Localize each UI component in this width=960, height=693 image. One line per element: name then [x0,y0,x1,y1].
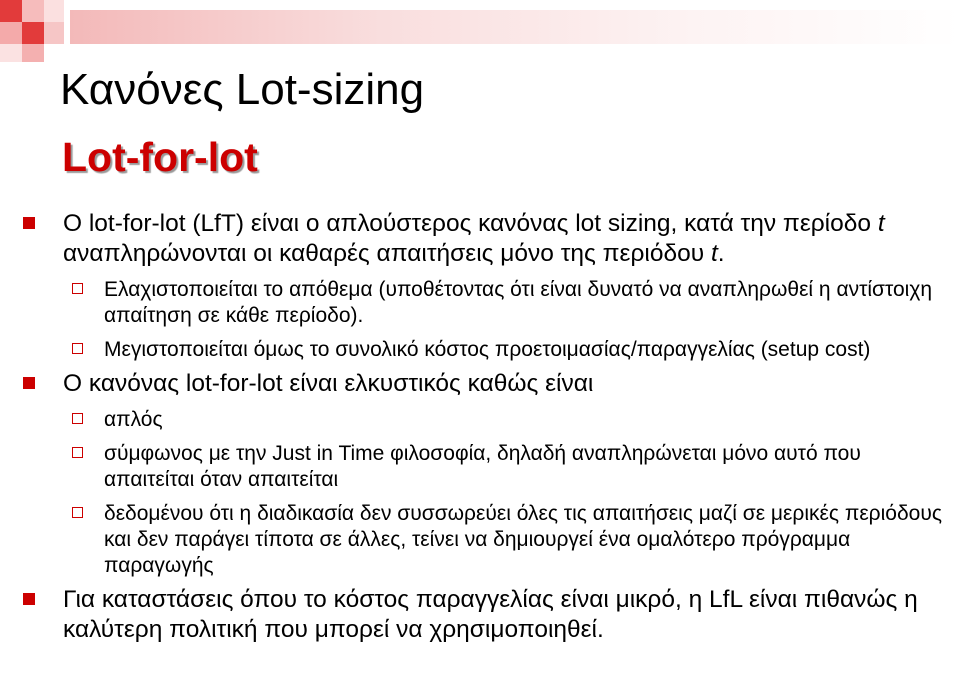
decor-square [44,0,64,22]
decor-square [0,44,22,62]
list-item [104,501,950,579]
slide-subtitle: Lot-for-lot [62,134,258,180]
bullet-text: Για καταστάσεις όπου το κόστος παραγγελίας είναι μικρό, η LfL είναι πιθανώς η καλύτερη πολιτική που μπορεί να χρησιμοποιηθεί. [63,586,918,643]
decor-square [22,0,44,22]
bullet-text: Μεγιστοποιείται όμως το συνολικό κόστος προετοιμασίας/παραγγελίας (setup cost) [104,338,871,361]
decor-square [44,22,64,44]
square-bullet-icon [23,217,35,229]
decor-square [0,22,22,44]
list-item [63,585,943,645]
square-bullet-icon [23,593,35,605]
decor-square [22,44,44,62]
bullet-text: σύμφωνος με την Just in Time φιλοσοφία, δηλαδή αναπληρώνεται μόνο αυτό που απαιτείται όταν απαιτείται [104,442,861,491]
list-item [63,209,943,269]
bullet-text: Ελαχιστοποιείται το απόθεμα (υποθέτοντας ότι είναι δυνατό να αναπληρωθεί η αντίστοιχη απαίτηση σε κάθε περίοδο). [104,278,933,327]
decor-square [22,22,44,44]
list-item [104,407,950,433]
bullet-list [0,209,960,645]
list-item [104,277,950,329]
hollow-square-bullet-icon [72,343,83,354]
bullet-text: απλός [104,408,163,431]
square-bullet-icon [23,377,35,389]
hollow-square-bullet-icon [72,447,83,458]
header-gradient-band [70,10,960,44]
hollow-square-bullet-icon [72,283,83,294]
list-item [63,369,943,399]
list-item [104,441,950,493]
list-item [104,337,950,363]
bullet-text: Ο κανόνας lot-for-lot είναι ελκυστικός καθώς είναι [63,370,594,397]
slide-title: Κανόνες Lot-sizing [60,65,425,114]
bullet-text: Ο lot-for-lot (LfT) είναι ο απλούστερος κανόνας lot sizing, κατά την περίοδο t αναπληρώνονται οι καθαρές απαιτήσεις μόνο της περιόδου t. [63,210,885,267]
hollow-square-bullet-icon [72,413,83,424]
decor-square [0,0,22,22]
hollow-square-bullet-icon [72,507,83,518]
bullet-text: δεδομένου ότι η διαδικασία δεν συσσωρεύει όλες τις απαιτήσεις μαζί σε μερικές περιόδους και δεν παράγει τίποτα σε άλλες, τείνει να δημιουργεί ένα ομαλότερο πρόγραμμα παραγωγής [104,502,942,577]
